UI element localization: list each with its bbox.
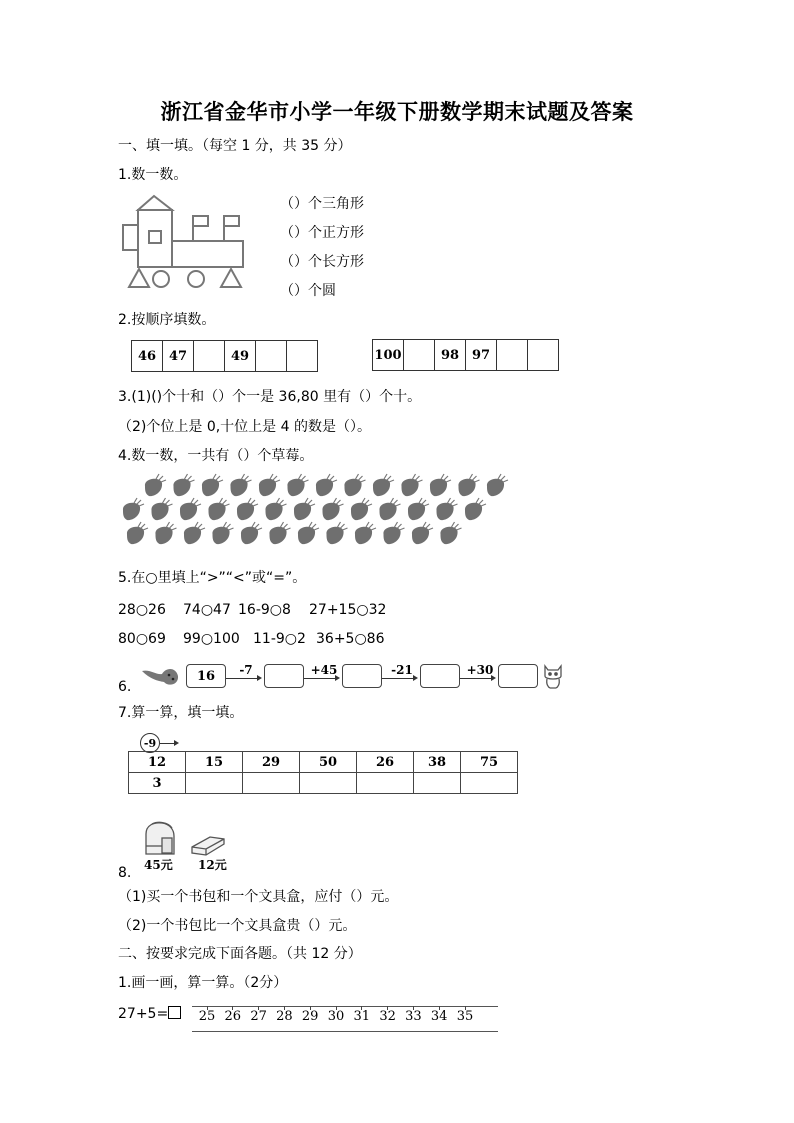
table-cell: [186, 773, 243, 794]
chain-op: -21: [391, 663, 413, 677]
box-price: 12元: [198, 858, 227, 872]
strawberry-icon: [298, 522, 319, 544]
tick-label: 32: [379, 1009, 396, 1024]
strawberry-icon: [487, 474, 508, 496]
q2-sequence-ascending: [131, 340, 318, 372]
q8-sub2: （2)一个书包比一个文具盒贵（）元。: [118, 918, 357, 934]
seq-cell: [497, 340, 528, 370]
chain-answer-box: [498, 664, 538, 688]
number-line-tick: [323, 1006, 349, 1024]
tick-label: 33: [405, 1009, 422, 1024]
pencil-case-icon: [190, 835, 226, 857]
number-line-tick: [297, 1006, 323, 1024]
q5-compare-8: 36+5○86: [316, 631, 385, 647]
number-line-tick: [194, 1006, 220, 1024]
strawberry-icon: [269, 522, 290, 544]
chain-start-box: 16: [186, 664, 226, 688]
q1-circles: （）个圆: [280, 283, 336, 299]
q6-number: 6.: [118, 679, 132, 695]
table-cell: 15: [186, 752, 243, 773]
tick-label: 26: [224, 1009, 242, 1024]
chain-arrow: [460, 665, 498, 687]
strawberry-icon: [465, 498, 486, 520]
answer-box: [168, 1006, 181, 1019]
chain-op: -7: [239, 663, 253, 677]
strawberries-figure: [118, 472, 518, 557]
table-cell: [414, 773, 461, 794]
strawberry-icon: [184, 522, 205, 544]
table-cell: 3: [129, 773, 186, 794]
tick-label: 28: [276, 1009, 293, 1024]
strawberry-icon: [208, 498, 229, 520]
strawberry-icon: [123, 498, 144, 520]
strawberry-icon: [287, 474, 308, 496]
strawberry-icon: [230, 474, 251, 496]
chain-arrow: [382, 665, 420, 687]
strawberry-icon: [151, 498, 172, 520]
strawberry-icon: [383, 522, 404, 544]
number-line-tick: [349, 1006, 375, 1024]
q1-label: 1.数一数。: [118, 167, 188, 183]
tick-label: 27: [250, 1009, 267, 1024]
strawberry-icon: [202, 474, 223, 496]
strawberry-icon: [351, 498, 372, 520]
chain-answer-box: [420, 664, 460, 688]
strawberry-icon: [440, 522, 461, 544]
strawberry-icon: [237, 498, 258, 520]
seq-cell: [194, 341, 225, 371]
tick-label: 35: [456, 1009, 474, 1024]
q7-label: 7.算一算，填一填。: [118, 705, 244, 721]
tick-label: 30: [327, 1009, 345, 1024]
strawberry-icon: [173, 474, 194, 496]
table-cell: 75: [461, 752, 518, 773]
section2-heading: 二、按要求完成下面各题。（共 12 分）: [118, 946, 362, 962]
q2-sequence-descending: [372, 339, 559, 371]
seq-cell: [287, 341, 317, 371]
chain-arrow: [226, 665, 264, 687]
table-cell: 26: [357, 752, 414, 773]
equation-text: 27+5=: [118, 1006, 169, 1022]
strawberry-icon: [412, 522, 433, 544]
q7-operator: [140, 733, 179, 753]
q5-compare-2: 74○47: [183, 602, 231, 618]
page-title: 浙江省金华市小学一年级下册数学期末试题及答案: [160, 99, 634, 124]
number-line-tick: [271, 1006, 297, 1024]
number-line-tick: [426, 1006, 452, 1024]
strawberry-icon: [326, 522, 347, 544]
seq-cell: 49: [225, 341, 256, 371]
seq-cell: [528, 340, 558, 370]
tick-label: 31: [353, 1009, 371, 1024]
q1-squares: （）个正方形: [280, 225, 364, 241]
bag-price: 45元: [144, 858, 173, 872]
q7-table: [128, 751, 518, 794]
chain-answer-box: [264, 664, 304, 688]
table-cell: [461, 773, 518, 794]
strawberry-icon: [316, 474, 337, 496]
table-cell: [357, 773, 414, 794]
strawberry-icon: [259, 474, 280, 496]
table-cell: [243, 773, 300, 794]
q3-line1: 3.(1)()个十和（）个一是 36,80 里有（）个十。: [118, 389, 422, 405]
strawberry-icon: [322, 498, 343, 520]
q5-compare-3: 16-9○8: [238, 602, 291, 618]
shapes-train-figure: [118, 193, 246, 288]
number-line: [192, 1006, 498, 1032]
section1-heading: 一、填一填。（每空 1 分，共 35 分）: [118, 138, 352, 154]
strawberry-icon: [294, 498, 315, 520]
strawberry-icon: [436, 498, 457, 520]
q2-label: 2.按顺序填数。: [118, 312, 216, 328]
strawberry-icon: [145, 474, 166, 496]
strawberry-icon: [408, 498, 429, 520]
strawberry-icon: [241, 522, 262, 544]
seq-cell: 46: [132, 341, 163, 371]
tick-label: 34: [430, 1009, 448, 1024]
seq-cell: 47: [163, 341, 194, 371]
q3-line2: （2)个位上是 0,十位上是 4 的数是（）。: [118, 419, 371, 435]
seq-cell: 98: [435, 340, 466, 370]
q1-rectangles: （）个长方形: [280, 254, 364, 270]
strawberry-icon: [458, 474, 479, 496]
table-cell: 38: [414, 752, 461, 773]
schoolbag-icon: [142, 820, 178, 856]
q5-compare-4: 27+15○32: [309, 602, 387, 618]
strawberry-icon: [430, 474, 451, 496]
strawberry-icon: [212, 522, 233, 544]
q5-label: 5.在○里填上“>”“<”或“=”。: [118, 570, 307, 586]
tick-label: 25: [198, 1009, 216, 1024]
q5-compare-6: 99○100: [183, 631, 240, 647]
table-cell: [300, 773, 357, 794]
seq-cell: 97: [466, 340, 497, 370]
table-row: [129, 773, 518, 794]
strawberry-icon: [401, 474, 422, 496]
q4-label: 4.数一数，一共有（）个草莓。: [118, 448, 314, 464]
number-line-tick: [375, 1006, 401, 1024]
q8-sub1: （1)买一个书包和一个文具盒，应付（）元。: [118, 889, 399, 905]
q5-compare-1: 28○26: [118, 602, 166, 618]
strawberry-icon: [344, 474, 365, 496]
number-line-tick: [220, 1006, 246, 1024]
seq-cell: 100: [373, 340, 404, 370]
q6-calc-chain: [140, 660, 564, 692]
arrow-icon: [174, 740, 179, 746]
s2-q1-label: 1.画一画，算一算。（2分）: [118, 975, 288, 991]
chain-op: +30: [466, 663, 494, 677]
q5-compare-5: 80○69: [118, 631, 166, 647]
q5-compare-7: 11-9○2: [253, 631, 306, 647]
strawberry-icon: [180, 498, 201, 520]
cat-icon: [542, 662, 564, 690]
strawberry-icon: [155, 522, 176, 544]
strawberry-icon: [373, 474, 394, 496]
operator-circle: -9: [140, 733, 160, 753]
q1-triangles: （）个三角形: [280, 196, 364, 212]
number-line-tick: [246, 1006, 272, 1024]
strawberry-icon: [355, 522, 376, 544]
strawberry-icon: [265, 498, 286, 520]
seq-cell: [404, 340, 435, 370]
table-cell: 50: [300, 752, 357, 773]
number-line-tick: [400, 1006, 426, 1024]
s2-q1-equation: [118, 1005, 181, 1023]
number-line-tick: [452, 1006, 478, 1024]
strawberry-icon: [379, 498, 400, 520]
strawberry-icon: [127, 522, 148, 544]
seq-cell: [256, 341, 287, 371]
q8-number: 8.: [118, 865, 132, 881]
table-cell: 29: [243, 752, 300, 773]
chain-arrow: [304, 665, 342, 687]
chain-op: +45: [310, 663, 338, 677]
table-cell: 12: [129, 752, 186, 773]
tick-label: 29: [301, 1009, 319, 1024]
table-row: [129, 752, 518, 773]
chain-answer-box: [342, 664, 382, 688]
tadpole-icon: [140, 663, 180, 689]
